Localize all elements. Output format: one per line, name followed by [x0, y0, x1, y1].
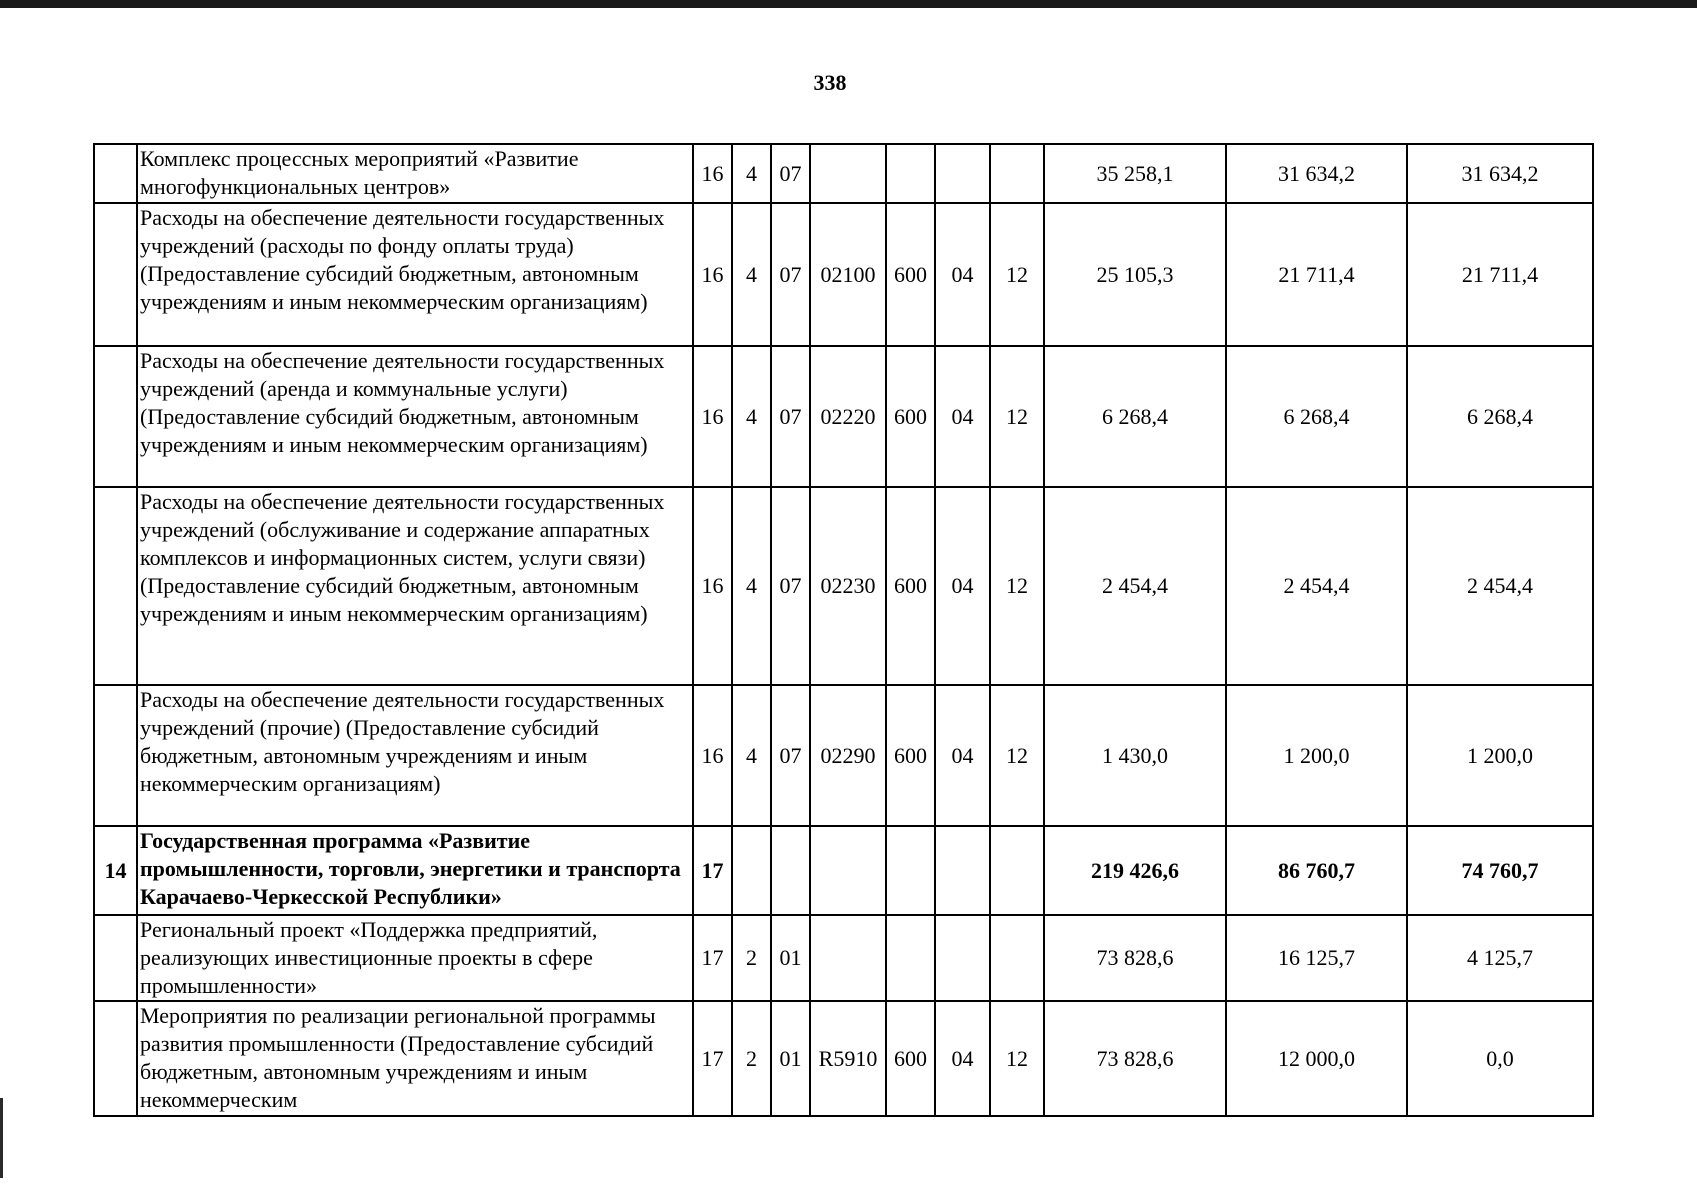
table-row: [94, 1001, 1593, 1116]
code-section: 04: [935, 1001, 990, 1116]
amount-year-3: 1 200,0: [1407, 685, 1593, 826]
table-row: [94, 487, 1593, 685]
amount-year-2: 31 634,2: [1226, 144, 1407, 203]
code-expense-type: [886, 144, 935, 203]
amount-year-1: 73 828,6: [1044, 915, 1226, 1001]
amount-year-3: 6 268,4: [1407, 346, 1593, 487]
table-row: [94, 144, 1593, 203]
amount-year-2: 12 000,0: [1226, 1001, 1407, 1116]
code-subprogram: 07: [771, 203, 810, 346]
code-ministry: 16: [693, 203, 732, 346]
code-ministry: 17: [693, 1001, 732, 1116]
code-program: 4: [732, 144, 771, 203]
amount-year-1: 35 258,1: [1044, 144, 1226, 203]
code-program: 4: [732, 203, 771, 346]
code-direction: 02220: [810, 346, 886, 487]
code-subsection: [990, 915, 1044, 1001]
code-subsection: 12: [990, 1001, 1044, 1116]
code-program: 4: [732, 487, 771, 685]
code-subsection: 12: [990, 487, 1044, 685]
code-program: 2: [732, 1001, 771, 1116]
row-name: Мероприятия по реализации региональной программы развития промышленности (Предоставление субсидий бюджетным, автономным учреждениям и иным некоммерческим: [137, 1001, 693, 1116]
row-number: [94, 915, 137, 1001]
page-number: 338: [813, 70, 847, 95]
code-section: [935, 826, 990, 915]
scan-border-left: [0, 1098, 3, 1178]
amount-year-3: 0,0: [1407, 1001, 1593, 1116]
amount-year-3: 21 711,4: [1407, 203, 1593, 346]
table-row: [94, 915, 1593, 1001]
code-direction: [810, 915, 886, 1001]
code-direction: [810, 826, 886, 915]
row-name: Региональный проект «Поддержка предприятий, реализующих инвестиционные проекты в сфере промышленности»: [137, 915, 693, 1001]
code-subprogram: 07: [771, 685, 810, 826]
amount-year-2: 2 454,4: [1226, 487, 1407, 685]
code-program: 4: [732, 685, 771, 826]
row-number: [94, 685, 137, 826]
amount-year-2: 1 200,0: [1226, 685, 1407, 826]
code-subprogram: 01: [771, 915, 810, 1001]
code-expense-type: [886, 826, 935, 915]
amount-year-1: 2 454,4: [1044, 487, 1226, 685]
table-row: [94, 685, 1593, 826]
amount-year-3: 2 454,4: [1407, 487, 1593, 685]
row-number: [94, 203, 137, 346]
code-expense-type: 600: [886, 487, 935, 685]
code-section: 04: [935, 487, 990, 685]
amount-year-3: 4 125,7: [1407, 915, 1593, 1001]
code-expense-type: 600: [886, 1001, 935, 1116]
row-number: [94, 1001, 137, 1116]
code-expense-type: [886, 915, 935, 1001]
row-number: [94, 346, 137, 487]
code-subprogram: 07: [771, 487, 810, 685]
code-ministry: 16: [693, 346, 732, 487]
code-section: 04: [935, 346, 990, 487]
scan-border-top: [0, 0, 1697, 8]
budget-table: [93, 143, 1594, 1117]
row-name: Расходы на обеспечение деятельности государственных учреждений (аренда и коммунальные услуги) (Предоставление субсидий бюджетным, автономным учреждениям и иным некоммерческим организациям): [137, 346, 693, 487]
table-row: [94, 203, 1593, 346]
row-number: [94, 144, 137, 203]
row-number: [94, 487, 137, 685]
code-direction: R5910: [810, 1001, 886, 1116]
table-row: [94, 346, 1593, 487]
code-program: 4: [732, 346, 771, 487]
amount-year-2: 16 125,7: [1226, 915, 1407, 1001]
code-ministry: 17: [693, 915, 732, 1001]
code-direction: 02290: [810, 685, 886, 826]
row-name: Расходы на обеспечение деятельности государственных учреждений (расходы по фонду оплаты труда) (Предоставление субсидий бюджетным, автономным учреждениям и иным некоммерческим организациям): [137, 203, 693, 346]
amount-year-3: 74 760,7: [1407, 826, 1593, 915]
table-body: [94, 144, 1593, 1116]
code-subprogram: 01: [771, 1001, 810, 1116]
code-section: 04: [935, 203, 990, 346]
amount-year-2: 6 268,4: [1226, 346, 1407, 487]
code-subsection: [990, 144, 1044, 203]
row-name: Расходы на обеспечение деятельности государственных учреждений (обслуживание и содержание аппаратных комплексов и информационных систем, услуги связи) (Предоставление субсидий бюджетным, автономным учреждениям и иным некоммерческим организациям): [137, 487, 693, 685]
code-program: [732, 826, 771, 915]
code-direction: 02230: [810, 487, 886, 685]
amount-year-2: 86 760,7: [1226, 826, 1407, 915]
code-subsection: 12: [990, 685, 1044, 826]
row-name: Государственная программа «Развитие промышленности, торговли, энергетики и транспорта Карачаево-Черкесской Республики»: [137, 826, 693, 915]
amount-year-3: 31 634,2: [1407, 144, 1593, 203]
code-expense-type: 600: [886, 346, 935, 487]
code-direction: [810, 144, 886, 203]
code-subprogram: 07: [771, 346, 810, 487]
code-ministry: 16: [693, 144, 732, 203]
code-section: [935, 915, 990, 1001]
code-expense-type: 600: [886, 203, 935, 346]
table-row: [94, 826, 1593, 915]
code-direction: 02100: [810, 203, 886, 346]
code-program: 2: [732, 915, 771, 1001]
code-subsection: 12: [990, 346, 1044, 487]
code-expense-type: 600: [886, 685, 935, 826]
amount-year-1: 219 426,6: [1044, 826, 1226, 915]
row-name: Расходы на обеспечение деятельности государственных учреждений (прочие) (Предоставление субсидий бюджетным, автономным учреждениям и иным некоммерческим организациям): [137, 685, 693, 826]
amount-year-1: 6 268,4: [1044, 346, 1226, 487]
row-number: 14: [94, 826, 137, 915]
code-subprogram: 07: [771, 144, 810, 203]
amount-year-1: 25 105,3: [1044, 203, 1226, 346]
code-subsection: [990, 826, 1044, 915]
code-section: 04: [935, 685, 990, 826]
code-ministry: 16: [693, 685, 732, 826]
amount-year-2: 21 711,4: [1226, 203, 1407, 346]
code-ministry: 16: [693, 487, 732, 685]
code-subsection: 12: [990, 203, 1044, 346]
code-subprogram: [771, 826, 810, 915]
amount-year-1: 73 828,6: [1044, 1001, 1226, 1116]
code-section: [935, 144, 990, 203]
code-ministry: 17: [693, 826, 732, 915]
amount-year-1: 1 430,0: [1044, 685, 1226, 826]
row-name: Комплекс процессных мероприятий «Развитие многофункциональных центров»: [137, 144, 693, 203]
